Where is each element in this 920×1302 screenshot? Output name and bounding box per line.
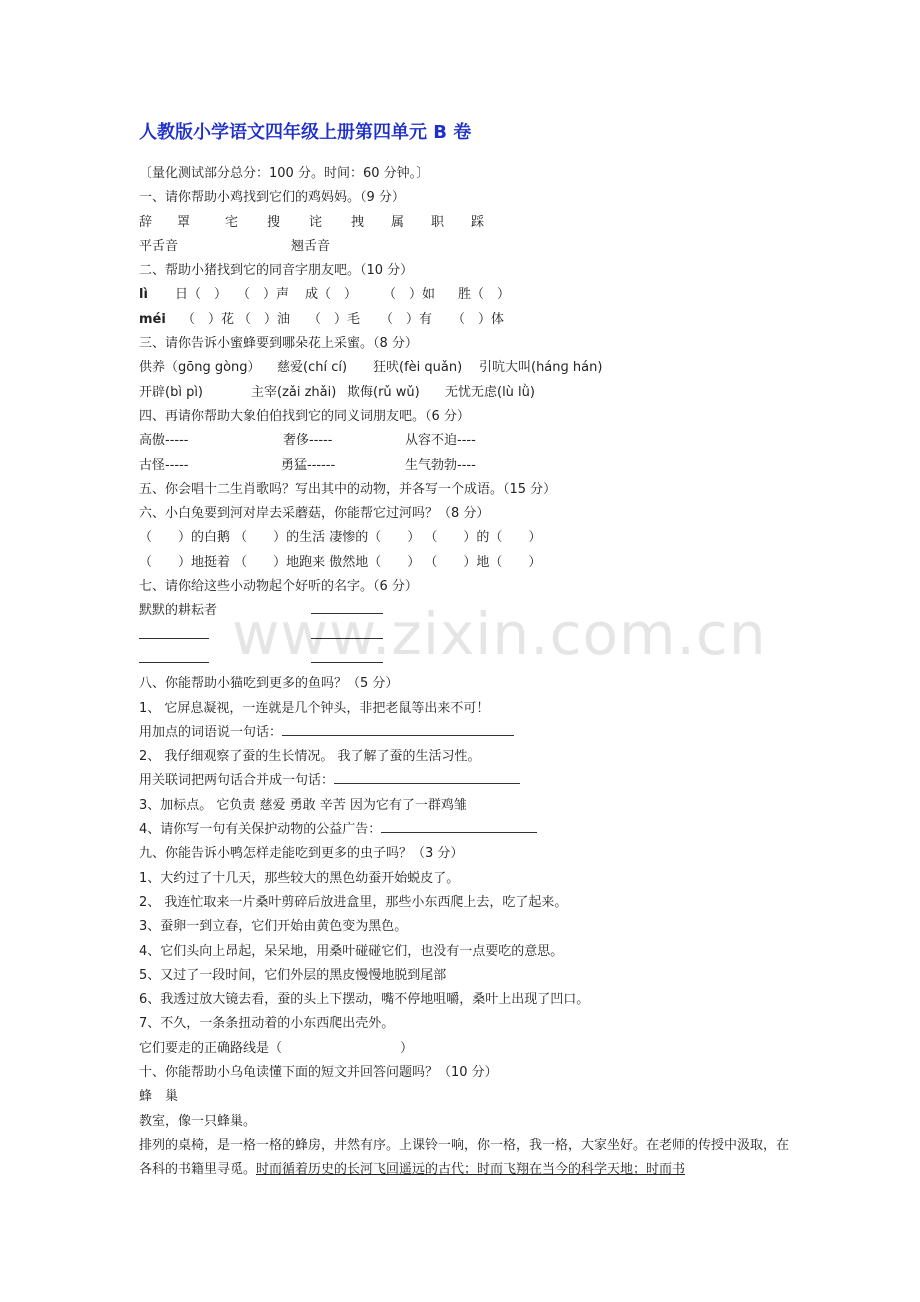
route-label: 它们要走的正确路线是（ xyxy=(139,1040,283,1056)
pinyin-choice: 供养（gōng gòng） xyxy=(139,360,261,376)
pinyin-choice: 主宰(zǎi zhǎi) xyxy=(251,384,337,400)
list-item: 2、 我连忙取来一片桑叶剪碎后放进盒里，那些小东西爬上去，吃了起来。 xyxy=(139,894,568,910)
story-paragraph-2 xyxy=(139,1134,789,1183)
question-1-chars xyxy=(139,211,789,235)
list-item: 5、又过了一段时间，它们外层的黑皮慢慢地脱到尾部 xyxy=(139,967,447,983)
synonym-item: 高傲----- xyxy=(139,433,189,449)
synonym-item: 生气勃勃---- xyxy=(405,457,476,473)
score-note: 〔量化测试部分总分：100 分。时间：60 分钟。〕 xyxy=(139,166,430,181)
question-3-row-2 xyxy=(139,381,789,405)
blank-item: 胜（ ） xyxy=(458,287,511,303)
synonym-item: 奢侈----- xyxy=(283,433,333,449)
watermark: www.zixin.com.cn xyxy=(232,600,767,668)
name-prompt: 默默的耕耘者 xyxy=(139,603,218,619)
answer-blank[interactable] xyxy=(139,624,209,639)
paragraph-text: 排列的桌椅，是一格一格的蜂房，井然有序。上课铃一响，你一格，我一格，大家坐好。在老师的传授中汲取，在各科的书籍里寻觅。 xyxy=(139,1137,790,1178)
blank-item: （ ）体 xyxy=(452,311,505,327)
route-close: ） xyxy=(400,1040,414,1056)
blank-item: 成（ ） xyxy=(305,287,358,303)
underlined-text: 时而循着历史的长河飞回遥远的古代；时而飞翔在当今的科学天地；时而书 xyxy=(256,1162,686,1178)
blank-item: （ ）花 xyxy=(182,311,235,327)
question-1-heading: 一、请你帮助小鸡找到它们的鸡妈妈。（9 分） xyxy=(139,190,405,206)
question-1-labels xyxy=(139,235,789,259)
blank-item: （ ）有 xyxy=(380,311,433,327)
question-2-heading: 二、帮助小猪找到它的同音字朋友吧。（10 分） xyxy=(139,263,414,279)
blank-item: （ ）油 xyxy=(238,311,291,327)
answer-blank[interactable] xyxy=(311,599,383,614)
blank-item: 日（ ） xyxy=(175,287,228,303)
pinyin-label: lì xyxy=(139,287,148,303)
pinyin-choice: 欺侮(rǔ wǔ) xyxy=(347,384,420,400)
answer-blank[interactable] xyxy=(334,769,520,784)
question-3-heading: 三、请你告诉小蜜蜂要到哪朵花上采蜜。（8 分） xyxy=(139,336,418,352)
pinyin-label: méi xyxy=(139,311,166,327)
question-2-row-2 xyxy=(139,308,789,332)
answer-blank[interactable] xyxy=(311,648,383,663)
char-item: 拽 xyxy=(351,214,365,230)
char-item: 职 xyxy=(431,214,445,230)
char-item: 辞 xyxy=(139,214,153,230)
pinyin-choice: 狂吠(fèi quǎn) xyxy=(373,360,463,376)
task-label: 4、请你写一句有关保护动物的公益广告： xyxy=(139,822,382,838)
synonym-item: 从容不迫---- xyxy=(405,433,476,449)
synonym-item: 古怪----- xyxy=(139,457,189,473)
pinyin-choice: 慈爱(chí cí) xyxy=(277,360,348,376)
blank-item: （ ）毛 xyxy=(308,311,361,327)
list-item: 4、它们头向上昂起，呆呆地，用桑叶碰碰它们，也没有一点要吃的意思。 xyxy=(139,943,564,959)
question-8-task-4 xyxy=(139,818,789,842)
blank-item: （ ）如 xyxy=(383,287,436,303)
answer-blank[interactable] xyxy=(381,818,537,833)
pinyin-choice: 无忧无虑(lù lǜ) xyxy=(445,384,535,400)
synonym-item: 勇猛------ xyxy=(281,457,336,473)
char-item: 罩 xyxy=(177,214,191,230)
blank-item: （ ）声 xyxy=(237,287,290,303)
question-7-row-1 xyxy=(139,599,789,623)
question-4-row-1 xyxy=(139,429,789,453)
answer-blank[interactable] xyxy=(282,721,514,736)
char-item: 搜 xyxy=(267,214,281,230)
question-7-row-3 xyxy=(139,648,789,672)
task-label: 用加点的词语说一句话： xyxy=(139,724,283,740)
answer-blank[interactable] xyxy=(311,624,383,639)
question-3-row-1 xyxy=(139,356,789,380)
question-2-row-1 xyxy=(139,283,789,307)
question-6-row-2: （ ）地挺着 （ ）地跑来 傲然地（ ） （ ）地（ ） xyxy=(139,554,542,570)
task-label: 用关联词把两句话合并成一句话： xyxy=(139,773,335,789)
question-7-heading: 七、请你给这些小动物起个好听的名字。（6 分） xyxy=(139,579,418,595)
list-item: 7、不久，一条条扭动着的小东西爬出壳外。 xyxy=(139,1016,395,1032)
list-item: 1、大约过了十几天，那些较大的黑色幼蚕开始蜕皮了。 xyxy=(139,870,460,886)
story-paragraph-1: 教室，像一只蜂巢。 xyxy=(139,1113,257,1129)
pinyin-choice: 开辟(bì pì) xyxy=(139,384,204,400)
char-item: 诧 xyxy=(309,214,323,230)
question-8-task-1 xyxy=(139,721,789,745)
question-8-task-2 xyxy=(139,769,789,793)
question-8-sentence-3: 3、加标点。 它负责 慈爱 勇敢 辛苦 因为它有了一群鸡雏 xyxy=(139,797,467,813)
question-4-row-2 xyxy=(139,454,789,478)
question-4-heading: 四、再请你帮助大象伯伯找到它的同义词朋友吧。（6 分） xyxy=(139,408,470,424)
route-answer xyxy=(139,1037,789,1061)
pinyin-choice: 引吭大叫(hánɡ hán) xyxy=(479,360,603,376)
question-8-sentence-2: 2、 我仔细观察了蚕的生长情况。 我了解了蚕的生活习性。 xyxy=(139,749,481,765)
question-8-heading: 八、你能帮助小猫吃到更多的鱼吗？（5 分） xyxy=(139,676,399,692)
question-7-row-2 xyxy=(139,624,789,648)
document xyxy=(139,118,789,1182)
list-item: 3、蚕卵一到立春，它们开始由黄色变为黑色。 xyxy=(139,919,408,935)
curled-tongue-label: 翘舌音 xyxy=(291,238,331,254)
question-8-sentence-1: 1、 它屏息凝视，一连就是几个钟头，非把老鼠等出来不可！ xyxy=(139,700,490,716)
question-6-heading: 六、小白兔要到河对岸去采蘑菇，你能帮它过河吗？（8 分） xyxy=(139,506,490,522)
char-item: 宅 xyxy=(225,214,239,230)
question-6-row-1: （ ）的白鹅 （ ）的生活 凄惨的（ ） （ ）的（ ） xyxy=(139,530,542,546)
char-item: 属 xyxy=(391,214,405,230)
question-5-heading: 五、你会唱十二生肖歌吗？写出其中的动物，并各写一个成语。（15 分） xyxy=(139,481,557,497)
flat-tongue-label: 平舌音 xyxy=(139,238,179,254)
question-9-heading: 九、你能告诉小鸭怎样走能吃到更多的虫子吗？（3 分） xyxy=(139,846,464,862)
story-title: 蜂 巢 xyxy=(139,1089,179,1105)
answer-blank[interactable] xyxy=(139,648,209,663)
page-title: 人教版小学语文四年级上册第四单元 B 卷 xyxy=(139,122,472,143)
list-item: 6、我透过放大镜去看，蚕的头上下摆动，嘴不停地咀嚼，桑叶上出现了凹口。 xyxy=(139,992,590,1008)
question-10-heading: 十、你能帮助小乌龟读懂下面的短文并回答问题吗？（10 分） xyxy=(139,1064,498,1080)
char-item: 踩 xyxy=(471,214,485,230)
